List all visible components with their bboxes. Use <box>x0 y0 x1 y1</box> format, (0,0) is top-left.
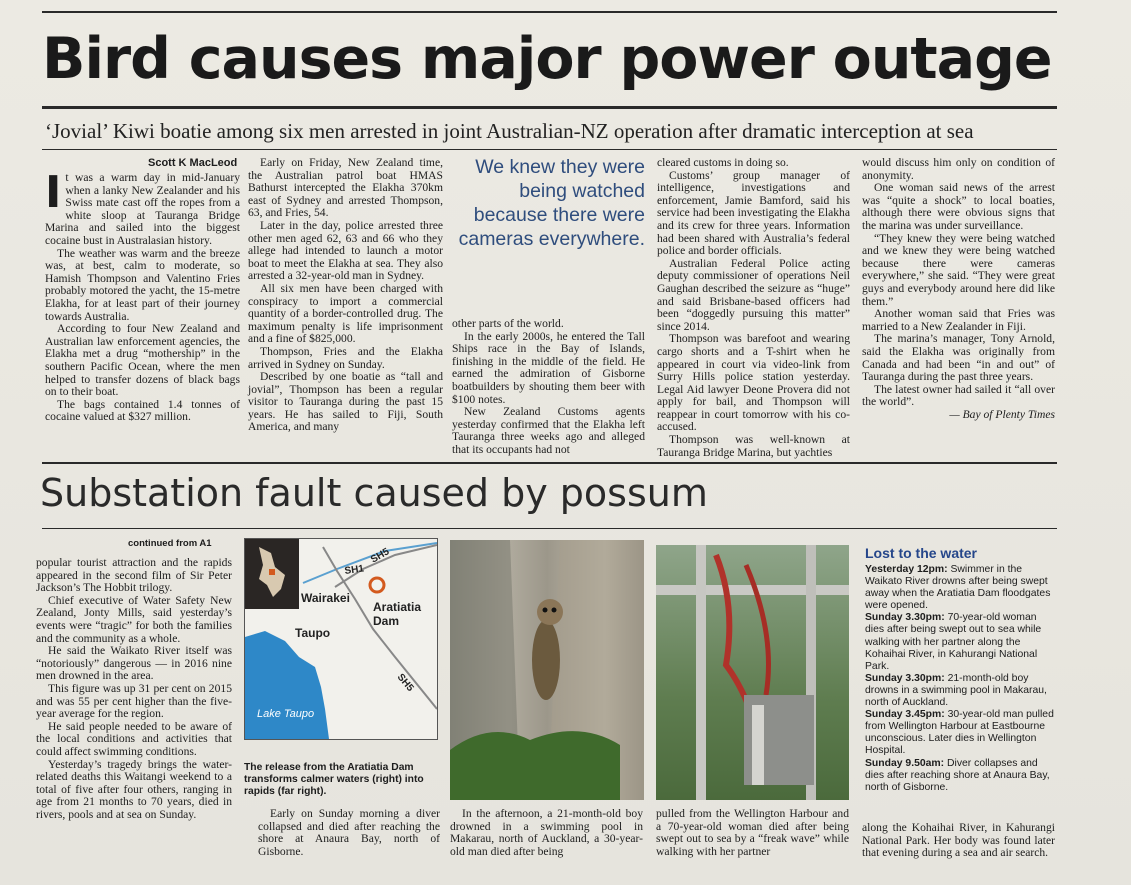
insulator <box>746 565 769 695</box>
paragraph: In the afternoon, a 21-month-old boy drowned in a swimming pool in Makarau, north of Auckland, a 30-year-old man died after being <box>450 807 643 858</box>
paragraph: Thompson was well-known at Tauranga Bridge Marina, but yachties <box>657 433 850 459</box>
timeline-time: Sunday 9.50am: <box>865 757 945 769</box>
possum-svg <box>450 540 644 800</box>
map-svg <box>245 539 437 739</box>
steel-pylon <box>696 545 706 800</box>
timeline-time: Sunday 3.30pm: <box>865 612 945 624</box>
map-label: Taupo <box>295 626 331 640</box>
timeline-text: Diver collapses and dies after reaching shore at Anaura Bay, north of Gisborne. <box>865 757 1050 793</box>
paragraph: The marina’s manager, Tony Arnold, said the Elakha was originally from Canada and had been “in and out” of Tauranga during the past three years. <box>862 332 1055 384</box>
paragraph: Another woman said that Fries was married to a New Zealander in Fiji. <box>862 307 1055 333</box>
drop-cap: I <box>45 167 62 218</box>
timeline-text: Swimmer in the Waikato River drowns after being swept away when the Aratiatia Dam floodgates were opened. <box>865 564 1051 612</box>
article-column-3 <box>452 318 645 457</box>
timeline-text: 70-year-old woman dies after being swept out to sea while walking with her partner along the Kohaihai River, in Kahurangi National Park. <box>865 612 1042 672</box>
paragraph: other parts of the world. <box>452 317 564 330</box>
story2-column-1 <box>36 557 232 821</box>
signoff: — Bay of Plenty Times <box>949 407 1055 421</box>
article-column-4 <box>657 157 850 459</box>
foliage <box>450 731 620 800</box>
paragraph: One woman said news of the arrest was “quite a shock” to local boaties, although there were obvious signs that the marina was under surveillance. <box>862 181 1055 232</box>
paragraph: popular tourist attraction and the rapids appeared in the second film of Sir Peter Jackson’s The Hobbit trilogy. <box>36 556 232 595</box>
substation-photo <box>656 545 849 800</box>
subhead-rule <box>42 149 1057 150</box>
paragraph: Later in the day, police arrested three other men aged 62, 63 and 66 who they allege had intended to launch a motor boat to meet the Elakha at sea. They also arrested a 32-year-old man in Sydney. <box>248 218 443 283</box>
paragraph: According to four New Zealand and Australian law enforcement agencies, the Elakha met a drug “mothership” in the southern Pacific Ocean, where the men helped to transfer dozens of black bags on to their boat. <box>45 322 240 399</box>
timeline-text: 21-month-old boy drowns in a swimming pool in Makarau, north of Auckland. <box>865 672 1047 709</box>
map-label: Wairakei <box>301 591 350 605</box>
article-column-1 <box>45 167 240 424</box>
map-label: SH5 <box>369 546 392 566</box>
map-label: Lake Taupo <box>257 708 315 720</box>
story2-column-2 <box>258 808 440 858</box>
subheadline: ‘Jovial’ Kiwi boatie among six men arrested in joint Australian-NZ operation after dramatic interception at sea <box>45 119 974 143</box>
map-label: SH1 <box>343 563 365 577</box>
story2-column-3 <box>450 808 643 858</box>
top-rule <box>42 11 1057 13</box>
timeline-entry <box>865 612 1055 672</box>
paragraph: Australian Federal Police acting deputy commissioner of operations Neil Gaughan described the seizure as “huge” and said Brisbane-based officers had been “doggedly pursuing this matter” since 2014. <box>657 256 850 333</box>
paragraph: pulled from the Wellington Harbour and a 70-year-old woman died after being swept out to sea by a “freak wave” while walking with her partner <box>656 807 849 858</box>
paragraph: New Zealand Customs agents yesterday confirmed that the Elakha left Tauranga three weeks ago and alleged that its occupants had not <box>452 405 645 456</box>
paragraph: Customs’ group manager of intelligence, investigations and enforcement, Jamie Bamford, said his service had been investigating the Elakha and its crew for three years. Information had been shared with Australia’s federal police and border officials. <box>657 168 850 258</box>
aratiatia-marker <box>370 578 384 592</box>
timeline-time: Sunday 3.30pm: <box>865 672 945 684</box>
possum-eye <box>552 608 557 613</box>
story2-column-5 <box>862 822 1055 860</box>
possum-head <box>537 599 563 625</box>
pull-quote: We knew they were being watched because there were cameras everywhere. <box>458 156 645 250</box>
timeline-entry <box>865 673 1055 709</box>
highway-sh5 <box>323 547 437 709</box>
paragraph: In the early 2000s, he entered the Tall Ships race in the Bay of Islands, finishing in the middle of the field. He earned the admiration of Gisborne boatbuilders by shouting them beer with $100 notes. <box>452 329 645 406</box>
story2-column-4 <box>656 808 849 858</box>
headline: Bird causes major power outage <box>42 26 1052 92</box>
timeline-text: 30-year-old man pulled from Wellington Harbour at Eastbourne unconscious. Later dies in Wellington Hospital. <box>865 709 1054 757</box>
paragraph: The bags contained 1.4 tonnes of cocaine valued at $327 million. <box>45 397 240 424</box>
possum-eye <box>543 608 548 613</box>
timeline-entry <box>865 564 1055 612</box>
photo-caption: The release from the Aratiatia Dam transforms calmer waters (right) into rapids (far right). <box>244 762 424 797</box>
timeline-entry <box>865 709 1055 757</box>
lake-taupo <box>245 631 329 739</box>
second-headline-rule <box>42 528 1057 529</box>
map-label: Dam <box>373 614 400 628</box>
sidebar-timeline <box>865 564 1055 794</box>
timeline-time: Yesterday 12pm: <box>865 564 948 575</box>
map-graphic <box>244 538 438 740</box>
paragraph: Thompson was barefoot and wearing cargo shorts and a T-shirt when he appeared in court via video-link from Surry Hills police station yesterday. Legal Aid lawyer Deone Provera did not apply for bail, and Thompson will reappear in court tomorrow with his co-accused. <box>657 332 850 434</box>
map-label: Aratiatia <box>373 600 422 614</box>
paragraph: “They knew they were being watched and we knew they were being watched because there were cameras everywhere,” she said. “They were great guys and everybody around here did like them.” <box>862 231 1055 308</box>
paragraph: along the Kohaihai River, in Kahurangi National Park. Her body was found later that evening during a sea and air search. <box>862 821 1055 860</box>
possum-photo <box>450 540 644 800</box>
headline-rule <box>42 106 1057 109</box>
paragraph: The latest owner had sailed it “all over the world”. <box>862 382 1055 409</box>
paragraph: This figure was up 31 per cent on 2015 and was 55 per cent higher than the five-year average for the region. <box>36 681 232 721</box>
paragraph: would discuss him only on condition of anonymity. <box>862 156 1055 182</box>
timeline-entry <box>865 758 1055 794</box>
inset-marker <box>269 569 275 575</box>
paragraph: Early on Friday, New Zealand time, the Australian patrol boat HMAS Bathurst intercepted the Elakha 370km east of Sydney and arrested Thompson, 63, and Fries, 54. <box>248 156 443 220</box>
byline: Scott K MacLeod <box>148 157 238 169</box>
paragraph: cleared customs in doing so. <box>657 156 789 169</box>
sidebar-title: Lost to the water <box>865 545 978 561</box>
paragraph: Described by one boatie as “tall and jovial”, Thompson has been a regular visitor to Tauranga during the past 15 years. He has sailed to Fiji, South America, and many <box>248 370 443 434</box>
continued-label: continued from A1 <box>128 538 212 549</box>
substation-svg <box>656 545 849 800</box>
map-label: SH5 <box>394 671 416 694</box>
paragraph: He said people needed to be aware of the local conditions and activities that could affect swimming conditions. <box>36 719 232 758</box>
paragraph: The weather was warm and the breeze was, at best, calm to moderate, so Hamish Thompson and Valentino Fries probably motored the yacht, the 15-metre Elakha, for at least part of their journey towards Australia. <box>45 246 240 323</box>
article-column-5 <box>862 157 1055 421</box>
paragraph: Yesterday’s tragedy brings the water-related deaths this Waitangi weekend to a total of five after four others, ranging in age from 21 months to 70 years, died in rivers, pools and at sea on Sunday. <box>36 757 232 821</box>
paragraph: t was a warm day in mid-January when a lanky New Zealander and his Swiss mate cast off the ropes from a white sloop at Tauranga Bridge Marina and sailed into the biggest cocaine bust in Australasian history. <box>45 171 240 247</box>
equipment-bar <box>752 705 764 785</box>
paragraph: Thompson, Fries and the Elakha arrived in Sydney on Sunday. <box>248 344 443 371</box>
paragraph: Chief executive of Water Safety New Zealand, Jonty Mills, said yesterday’s events were “tragic” for both the families and the community as a whole. <box>36 593 232 645</box>
paragraph: He said the Waikato River itself was “notoriously” dangerous — in 2016 nine men drowned in the area. <box>36 644 232 683</box>
section-divider <box>42 462 1057 464</box>
possum-body <box>532 620 560 700</box>
paragraph: Early on Sunday morning a diver collapsed and died after reaching the shore at Anaura Bay, north of Gisborne. <box>258 807 440 858</box>
paragraph: All six men have been charged with conspiracy to import a commercial quantity of a border-controlled drug. The maximum penalty is life imprisonment and a fine of $825,000. <box>248 281 443 346</box>
timeline-time: Sunday 3.45pm: <box>865 709 945 721</box>
second-headline: Substation fault caused by possum <box>40 471 708 515</box>
article-column-2 <box>248 157 443 434</box>
